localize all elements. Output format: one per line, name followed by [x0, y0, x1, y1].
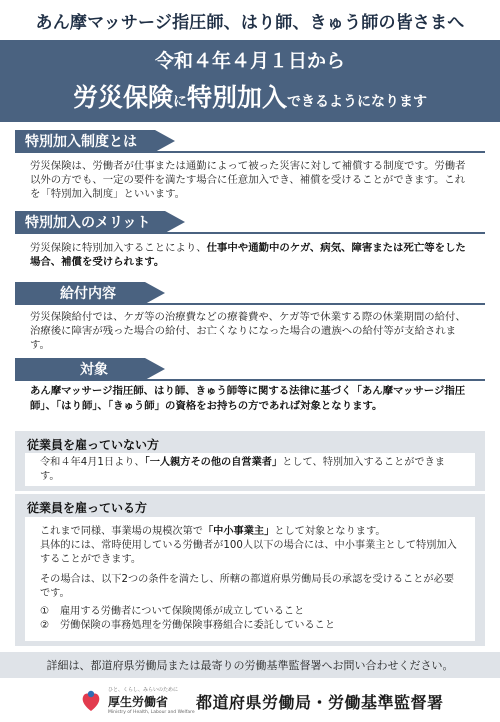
issuing-office: 都道府県労働局・労働基準監督署: [196, 693, 444, 712]
section-header-benefits: 給付内容: [15, 282, 145, 304]
ministry-name: 厚生労働省: [108, 695, 169, 709]
section-divider: [15, 303, 485, 305]
no-employees-content: [25, 453, 475, 486]
benefits-description: 労災保険給付では、ケガ等の治療費などの療養費や、ケガ等で休業する際の休業期間の給付、治療後に障害が残った場合の給付、お亡くなりになった場合の遺族への給付等が支給されます。: [30, 311, 466, 351]
with-employees-panel: [15, 494, 485, 646]
scale-paragraph: これまで同様、事業場の規模次第で「中小事業主」として対象となります。: [40, 526, 386, 537]
merit-description: 労災保険に特別加入することにより、仕事中や通勤中のケガ、病気、障害または死亡等をした場合、補償を受けられます。: [30, 242, 466, 268]
section-divider: [15, 379, 485, 381]
page-title: あん摩マッサージ指圧師、はり師、きゅう師の皆さまへ: [35, 12, 465, 33]
ministry-tagline: ひと、くらし、みらいのために: [108, 687, 179, 693]
sme-paragraph: 具体的には、常時使用している労働者が100人以下の場合には、中小事業主として特別加入することができます。: [40, 540, 457, 565]
with-employees-text: [40, 525, 463, 633]
condition-item: ① 雇用する労働者について保険関係が成立していること: [40, 606, 305, 617]
section-divider: [15, 151, 485, 153]
headline-banner: [0, 40, 500, 122]
target-description: あん摩マッサージ指圧師、はり師、きゅう師等に関する法律に基づく「あん摩マッサージ指圧師」、「はり師」、「きゅう師」の資格をお持ちの方であれば対象となります。: [30, 385, 466, 412]
section-header-system: 特別加入制度とは: [15, 130, 155, 152]
no-employees-title: 従業員を雇っていない方: [27, 438, 160, 452]
ministry-emblem-icon: [78, 688, 104, 714]
ministry-name-english: Ministry of Health, Labour and Welfare: [108, 710, 195, 715]
condition-item: ② 労働保険の事務処理を労働保険事務組合に委託していること: [40, 620, 336, 631]
approval-paragraph: その場合は、以下2つの条件を満たし、所轄の都道府県労働局長の承認を受けることが必要です。: [40, 574, 454, 599]
contact-note: 詳細は、都道府県労働局または最寄りの労働基準監督署へお問い合わせください。: [0, 652, 500, 678]
headline: 労災保険に特別加入できるようになります: [72, 83, 428, 112]
section-header-target: 対象: [15, 358, 145, 380]
section-header-merit: 特別加入のメリット: [15, 211, 165, 233]
no-employees-panel: [15, 431, 485, 491]
with-employees-title: 従業員を雇っている方: [27, 501, 148, 515]
section-divider: [15, 232, 485, 234]
system-description: 労災保険は、労働者が仕事または通勤によって被った災害に対して補償する制度です。労働者以外の方でも、一定の要件を満たす場合に任意加入でき、補償を受けることができます。これを「特別加入制度」といいます。: [30, 160, 466, 200]
ministry-logo: [78, 686, 195, 715]
start-date: 令和４年４月１日から: [154, 50, 345, 72]
no-employees-text: 令和４年4月1日より、「一人親方その他の自営業者」として、特別加入することができます。: [40, 457, 445, 482]
with-employees-content: [25, 517, 475, 641]
